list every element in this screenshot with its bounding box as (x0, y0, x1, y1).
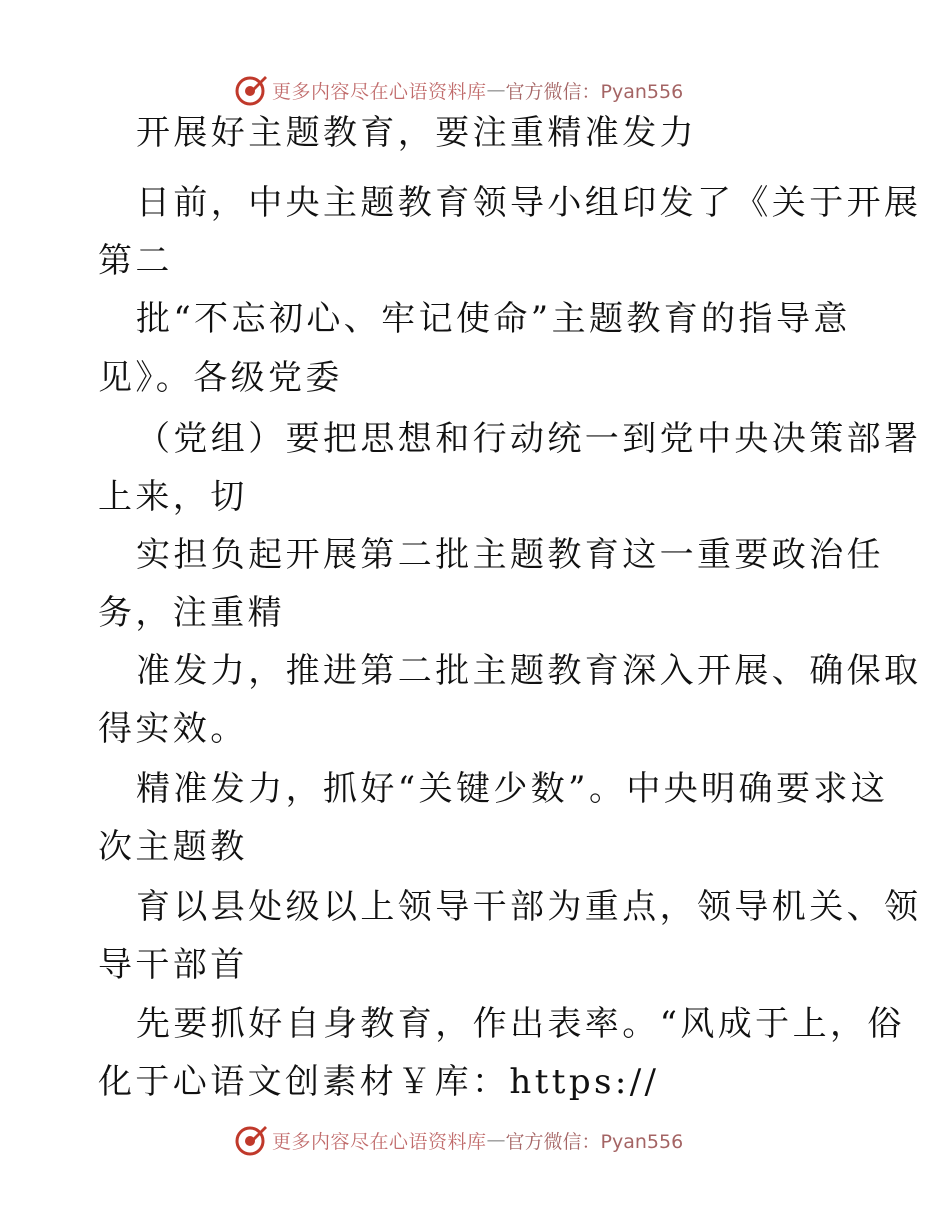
banner-separator: — (486, 1129, 506, 1151)
text-line: 上来，切 (98, 477, 248, 517)
text-line: 次主题教 (98, 827, 248, 867)
text-line: 准发力，推进第二批主题教育深入开展、确保取 (136, 651, 922, 691)
banner-text: 更多内容尽在心语资料库 (272, 1130, 487, 1153)
text-line: 先要抓好自身教育，作出表率。“风成于上，俗 (136, 1004, 905, 1044)
text-line: 日前，中央主题教育领导小组印发了《关于开展 (136, 183, 922, 223)
text-line: 务，注重精 (98, 593, 285, 633)
text-line: 开展好主题教育，要注重精准发力 (136, 113, 697, 153)
text-line: 第二 (98, 241, 173, 281)
text-line: 批“不忘初心、牢记使命”主题教育的指导意 (136, 299, 851, 339)
banner-wechat: 官方微信：Pyan556 (505, 1130, 684, 1153)
pen-logo-icon (234, 73, 268, 107)
banner-text: 更多内容尽在心语资料库 (272, 80, 487, 103)
text-line: （党组）要把思想和行动统一到党中央决策部署 (136, 419, 922, 459)
banner-wechat: 官方微信：Pyan556 (505, 80, 684, 103)
footer-banner (234, 1122, 714, 1158)
text-line: 见》。各级党委 (98, 358, 343, 398)
text-line: 育以县处级以上领导干部为重点，领导机关、领 (136, 887, 922, 927)
header-banner (234, 72, 714, 108)
text-line: 导干部首 (98, 945, 248, 985)
text-line: 得实效。 (98, 709, 248, 749)
text-line: 化于心语文创素材￥库：https:// (98, 1062, 660, 1102)
text-line: 精准发力，抓好“关键少数”。中央明确要求这 (136, 769, 889, 809)
pen-logo-icon (234, 1123, 268, 1157)
text-line: 实担负起开展第二批主题教育这一重要政治任 (136, 535, 884, 575)
banner-separator: — (486, 79, 506, 101)
